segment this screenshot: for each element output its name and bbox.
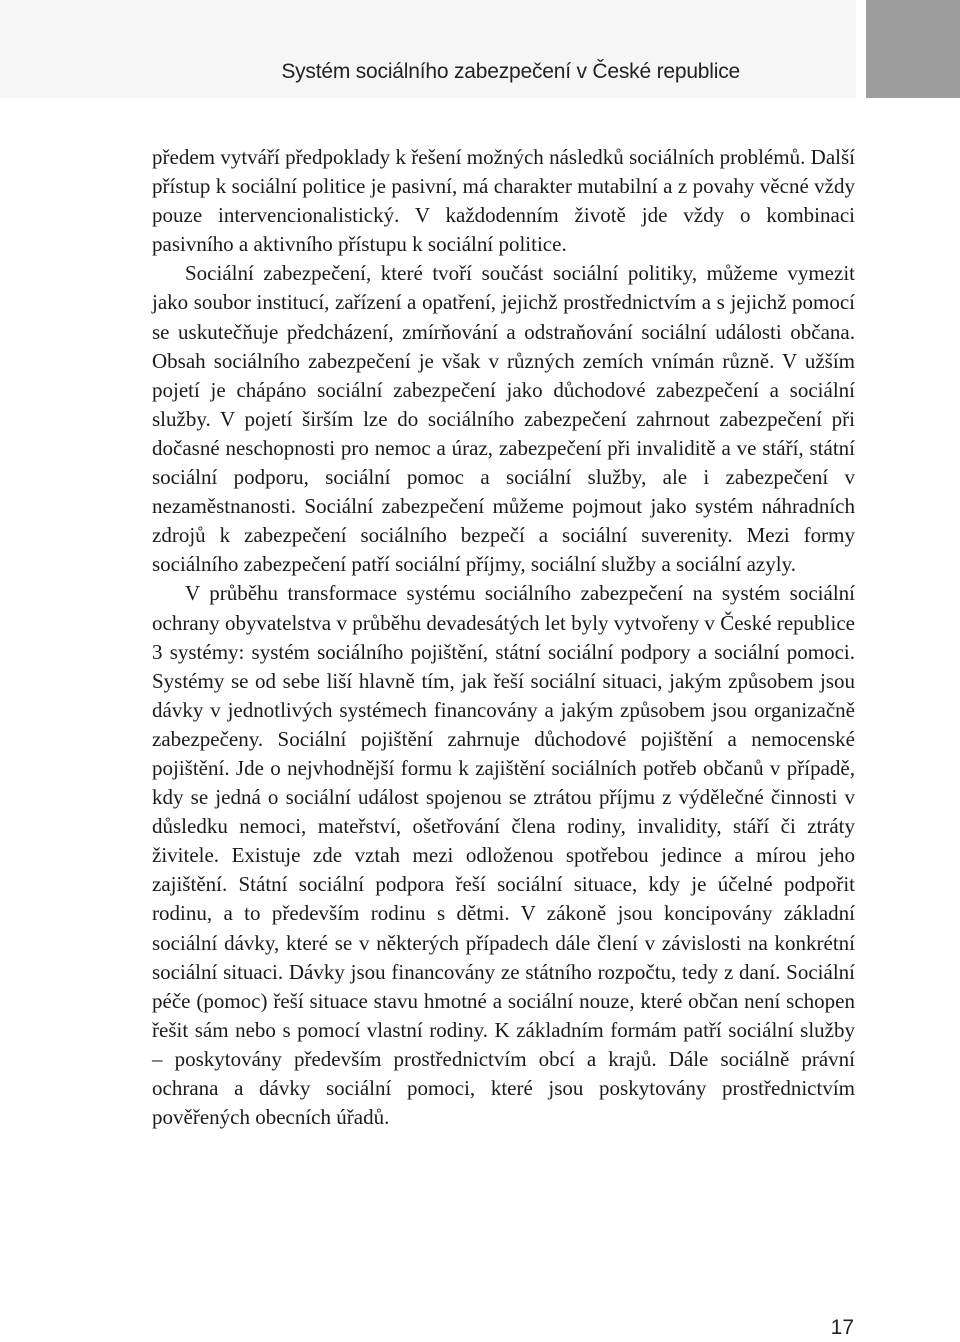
running-header-title: Systém sociálního zabezpečení v České republice [281, 60, 740, 83]
main-text [152, 143, 855, 1132]
paragraph-2: Sociální zabezpečení, které tvoří součást sociální politiky, můžeme vymezit jako soubor institucí, zařízení a opatření, jejichž prostřednictvím a s jejichž pomocí se uskutečňuje předcházení, zmírňování a odstraňování sociální události občana. Obsah sociálního zabezpečení je však v různých zemích vnímán různě. V užším pojetí je chápáno sociální zabezpečení jako důchodové zabezpečení a sociální služby. V pojetí širším lze do sociálního zabezpečení zahrnout zabezpečení při dočasné neschopnosti pro nemoc a úraz, zabezpečení při invaliditě a ve stáří, státní sociální podporu, sociální pomoc a sociální služby, ale i zabezpečení v nezaměstnanosti. Sociální zabezpečení můžeme pojmout jako systém náhradních zdrojů k zabezpečení sociálního bezpečí a sociální suverenity. Mezi formy sociálního zabezpečení patří sociální příjmy, sociální služby a sociální azyly. [152, 261, 855, 577]
paragraph-1: předem vytváří předpoklady k řešení možných následků sociálních problémů. Další přístup k sociální politice je pasivní, má charakter mutabilní a z povahy věcné vždy pouze intervencionalistický. V každodenním životě jde vždy o kombinaci pasivního a aktivního přístupu k sociální politice. [152, 145, 855, 257]
page-number: 17 [830, 1316, 854, 1339]
running-header-band [0, 0, 856, 98]
corner-tab [866, 0, 960, 98]
paragraph-3: V průběhu transformace systému sociálního zabezpečení na systém sociální ochrany obyvatelstva v průběhu devadesátých let byly vytvořeny v České republice 3 systémy: systém sociálního pojištění, státní sociální podpory a sociální pomoci. Systémy se od sebe liší hlavně tím, jak řeší sociální situaci, jakým způsobem jsou dávky v jednotlivých systémech financovány a jakým způsobem jsou organizačně zabezpečeny. Sociální pojištění zahrnuje důchodové pojištění a nemocenské pojištění. Jde o nejvhodnější formu k zajištění sociálních potřeb občanů v případě, kdy se jedná o sociální událost spojenou se ztrátou příjmu z výdělečné činnosti v důsledku nemoci, mateřství, ošetřování člena rodiny, invalidity, stáří či ztráty živitele. Existuje zde vztah mezi odloženou spotřebou jedince a mírou jeho zajištění. Státní sociální podpora řeší sociální situace, kdy je účelné podpořit rodinu, a to především rodinu s dětmi. V zákoně jsou koncipovány základní sociální dávky, které se v některých případech dále člení v závislosti na konkrétní sociální situaci. Dávky jsou financovány ze státního rozpočtu, tedy z daní. Sociální péče (pomoc) řeší situace stavu hmotné a sociální nouze, které občan není schopen řešit sám nebo s pomocí vlastní rodiny. K základním formám patří sociální služby – poskytovány především prostřednictvím obcí a krajů. Dále sociálně právní ochrana a dávky sociální pomoci, které jsou poskytovány prostřednictvím pověřených obecních úřadů. [152, 581, 855, 1130]
